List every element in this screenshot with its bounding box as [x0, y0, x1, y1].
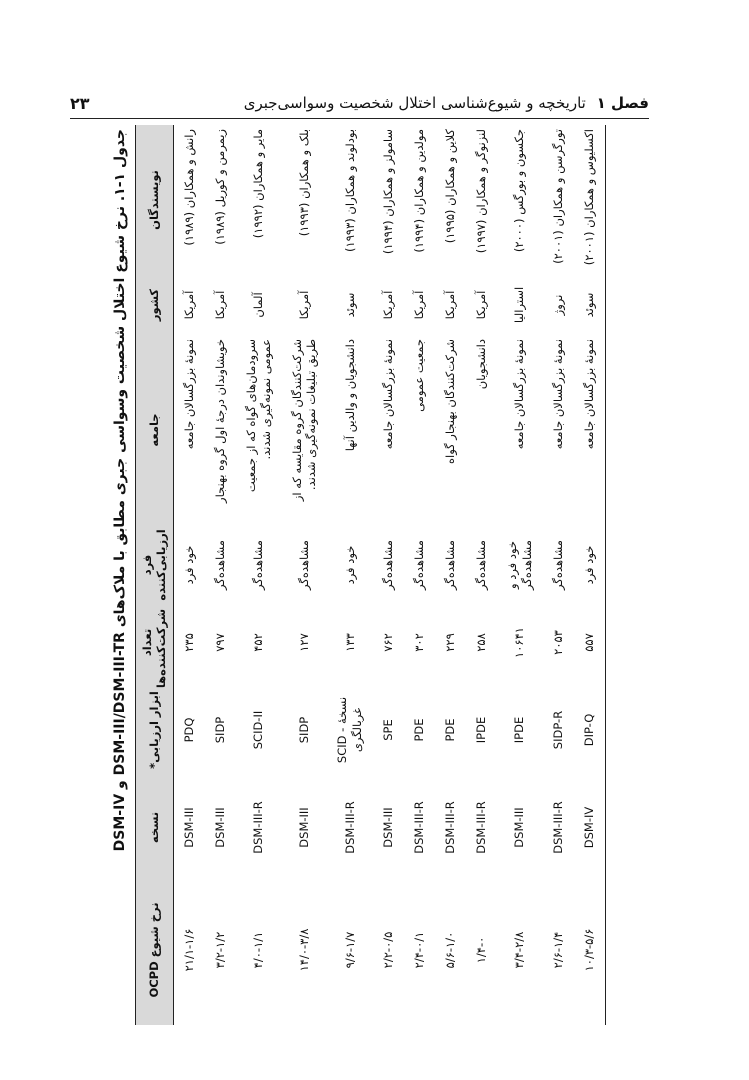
cell-rater: مشاهده‌گر — [474, 540, 489, 590]
table-row — [236, 125, 282, 1025]
table-row — [543, 125, 574, 1025]
table-row — [173, 125, 204, 1025]
cell-instrument: IPDE — [474, 716, 489, 744]
cell-country: آمریکا — [443, 290, 458, 320]
cell-version: DSM-III — [512, 807, 527, 848]
cell-participants: ۵۵۷ — [574, 605, 605, 680]
cell-authors: مولدین و همکاران (۱۹۹۴) — [412, 129, 427, 253]
cell-rater: مشاهده‌گر — [251, 540, 266, 590]
cell-authors: لنزنوگر و همکاران (۱۹۹۷) — [474, 129, 489, 254]
table-row — [327, 125, 373, 1025]
cell-version: DSM-III-R — [474, 801, 489, 854]
cell-participants: ۴۵۲ — [251, 633, 266, 652]
cell-prevalence-rate: ۲/۶-۱/۴ — [550, 931, 565, 969]
cell-population: نمونهٔ بزرگسالان جامعه — [181, 339, 196, 450]
cell-authors: تورگرسن و همکاران (۲۰۰۱) — [550, 129, 565, 264]
cell-country: آمریکا — [296, 290, 311, 320]
column-header: تعداد شرکت‌کننده‌ها — [136, 605, 174, 680]
table-row — [574, 125, 605, 1025]
cell-population: شرکت‌کنندگان بهنجار گواه — [443, 339, 458, 465]
cell-population: نمونهٔ بزرگسالان جامعه — [381, 339, 396, 450]
cell-population: خویشاوندان درجهٔ اول گروه بهنجار — [212, 339, 227, 503]
cell-population: نمونهٔ بزرگسالان جامعه — [574, 335, 605, 525]
cell-participants: ۱۳۳ — [342, 633, 357, 652]
cell-instrument: PDE — [412, 718, 427, 742]
running-header — [244, 94, 649, 112]
column-header: نسخه — [136, 780, 174, 875]
cell-rater: خود فرد — [574, 525, 605, 605]
cell-version: DSM-III-R — [342, 801, 357, 854]
cell-rater: مشاهده‌گر — [412, 540, 427, 590]
cell-version: DSM-III-R — [251, 801, 266, 854]
cell-instrument: SCID - نسخهٔ غربالگری — [335, 696, 365, 764]
cell-country: آمریکا — [412, 290, 427, 320]
cell-population: نمونهٔ بزرگسالان جامعه — [550, 339, 565, 450]
cell-rater: مشاهده‌گر — [550, 540, 565, 590]
column-header: کشور — [136, 275, 174, 335]
cell-prevalence-rate: ۱/۴-۰ — [474, 936, 489, 964]
cell-prevalence-rate: ۲/۴-۰/۱ — [412, 931, 427, 969]
cell-rater: خود فرد — [181, 545, 196, 585]
chapter-label: فصل ۱ — [596, 94, 649, 112]
cell-instrument: SPE — [381, 719, 396, 741]
cell-prevalence-rate: ۹/۶-۱/۷ — [342, 931, 357, 969]
cell-prevalence-rate: ۱۰/۳-۵/۶ — [574, 875, 605, 1025]
cell-rater: مشاهده‌گر — [296, 540, 311, 590]
prevalence-table — [135, 125, 606, 1025]
cell-authors: جکسون و بورگس (۲۰۰۰) — [512, 129, 527, 253]
cell-version: DSM-III-R — [412, 801, 427, 854]
cell-version: DSM-IV — [574, 780, 605, 875]
chapter-title: تاریخچه و شیوع‌شناسی اختلال شخصیت وسواسی‌جبری — [243, 94, 586, 112]
cell-authors: بودلوند و همکاران (۱۹۹۳) — [342, 129, 357, 252]
cell-participants: ۲۰۵۳ — [550, 630, 565, 655]
cell-rater: خود فرد و مشاهده‌گر — [505, 540, 534, 590]
cell-country: آمریکا — [212, 290, 227, 320]
cell-version: DSM-III-R — [443, 801, 458, 854]
cell-country: استرالیا — [512, 286, 527, 324]
table-row — [466, 125, 497, 1025]
cell-rater: مشاهده‌گر — [443, 540, 458, 590]
cell-population: سرودمان‌های گواه که از جمعیت عمومی نمونه‌گیری شدند. — [243, 339, 273, 493]
cell-instrument: IPDE — [512, 716, 527, 744]
table-row — [205, 125, 236, 1025]
cell-authors: اکسلیوس و همکاران (۲۰۰۱) — [574, 125, 605, 275]
cell-participants: ۷۹۷ — [212, 633, 227, 652]
rotated-table-block — [105, 125, 645, 1025]
cell-instrument: SIDP — [296, 716, 311, 744]
page-header — [70, 92, 649, 119]
cell-prevalence-rate: ۱۴/۰-۳/۸ — [296, 928, 311, 972]
cell-rater: مشاهده‌گر — [212, 540, 227, 590]
cell-prevalence-rate: ۵/۶-۱/۰ — [443, 931, 458, 969]
cell-participants: ۲۳۵ — [181, 633, 196, 652]
cell-country: آمریکا — [381, 290, 396, 320]
cell-participants: ۲۵۸ — [474, 633, 489, 652]
column-header: نرخ شیوع OCPD — [136, 875, 174, 1025]
table-row — [282, 125, 328, 1025]
cell-prevalence-rate: ۴/۰-۱/۱ — [251, 931, 266, 969]
cell-instrument: SIDP — [212, 716, 227, 744]
cell-instrument: SIDP-R — [550, 710, 565, 750]
cell-population: شرکت‌کنندگان گروه مقایسه که از طریق تبلیغات نمونه‌گیری شدند. — [289, 339, 319, 502]
cell-country: سوئد — [342, 292, 357, 318]
cell-rater: خود فرد — [342, 545, 357, 585]
cell-prevalence-rate: ۲۱/۱-۱/۶ — [181, 928, 196, 972]
cell-country: نروژ — [550, 294, 565, 316]
cell-participants: ۳۰۲ — [412, 633, 427, 652]
table-caption: جدول ۱-۱. نرخ شیوع اختلال شخصیت وسواسی جبری مطابق با ملاک‌های DSM-III/DSM-III-TR و DSM-IV — [112, 129, 128, 852]
cell-participants: ۱۰۶۴۱ — [512, 627, 527, 658]
cell-authors: کلاین و همکاران (۱۹۹۵) — [443, 129, 458, 244]
table-row — [373, 125, 404, 1025]
table-row — [404, 125, 435, 1025]
table-body — [173, 125, 605, 1025]
cell-participants: ۱۲۷ — [296, 633, 311, 652]
cell-instrument: PDQ — [181, 717, 196, 743]
cell-population: دانشجویان و والدین آنها — [342, 339, 357, 452]
cell-authors: سامولز و همکاران (۱۹۹۴) — [381, 129, 396, 255]
cell-authors: رانش و همکاران (۱۹۸۹) — [181, 129, 196, 246]
cell-country: آلمان — [251, 292, 266, 318]
cell-participants: ۷۶۲ — [381, 633, 396, 652]
cell-population: نمونهٔ بزرگسالان جامعه — [512, 339, 527, 450]
cell-authors: مایر و همکاران (۱۹۹۲) — [251, 129, 266, 239]
cell-version: DSM-III — [296, 807, 311, 848]
table-row — [435, 125, 466, 1025]
cell-prevalence-rate: ۲/۲-۰/۵ — [381, 931, 396, 969]
cell-version: DSM-III-R — [550, 801, 565, 854]
cell-version: DSM-III — [181, 807, 196, 848]
page-number: ۲۳ — [70, 94, 90, 113]
cell-authors: بلک و همکاران (۱۹۹۳) — [296, 129, 311, 237]
cell-country: آمریکا — [474, 290, 489, 320]
table-row — [497, 125, 543, 1025]
cell-country: آمریکا — [181, 290, 196, 320]
cell-population: دانشجویان — [474, 339, 489, 390]
table-header-row — [136, 125, 174, 1025]
cell-rater: مشاهده‌گر — [381, 540, 396, 590]
cell-version: DSM-III — [381, 807, 396, 848]
cell-prevalence-rate: ۳/۲-۱/۲ — [212, 931, 227, 969]
cell-participants: ۲۲۹ — [443, 633, 458, 652]
cell-authors: زیمرمن و کوریل (۱۹۸۹) — [212, 129, 227, 245]
cell-instrument: SCID-II — [251, 710, 266, 750]
cell-instrument: DIP-Q — [574, 680, 605, 780]
cell-population: جمعیت عمومی — [412, 339, 427, 412]
cell-prevalence-rate: ۳/۴-۲/۸ — [512, 931, 527, 969]
cell-instrument: PDE — [443, 718, 458, 742]
column-header: ابزار ارزیابی* — [136, 680, 174, 780]
column-header: نویسندگان — [136, 125, 174, 275]
column-header: فرد ارزیابی‌کننده — [136, 525, 174, 605]
cell-country: سوئد — [574, 275, 605, 335]
cell-version: DSM-III — [212, 807, 227, 848]
column-header: جامعه — [136, 335, 174, 525]
